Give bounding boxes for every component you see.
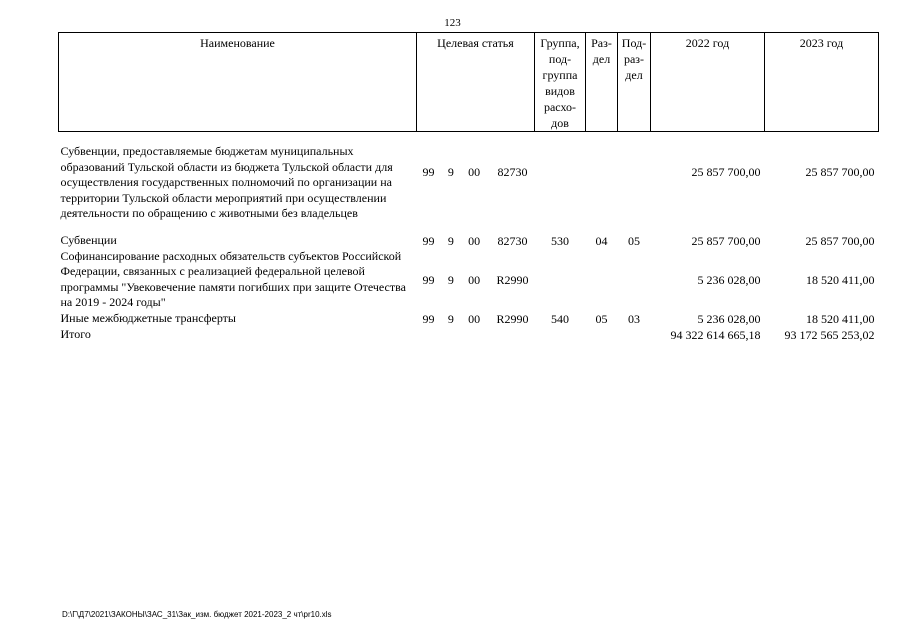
table-row-total: [59, 327, 879, 343]
footer-file-path: D:\Г\Д7\2021\ЗАКОНЫ\ЗАС_31\Зак_изм. бюджет 2021-2023_2 чт\pr10.xls: [62, 610, 332, 619]
row-name: Иные межбюджетные трансферты: [60, 311, 236, 326]
row-name: Софинансирование расходных обязательств субъектов Российской Федерации, связанных с реализацией федеральной целевой программы "Увековечение памяти погибших при защите Отечества на 2019 - 2024 годы": [60, 248, 406, 310]
header-section: Раз- дел: [586, 33, 618, 132]
row-2023: 18 520 411,00: [805, 272, 875, 287]
row-target-article: 99 9 00 R2990: [422, 311, 529, 326]
row-target-article: 99 9 00 R2990: [422, 272, 529, 287]
row-target-article: 99 9 00 82730: [422, 233, 528, 248]
page-number: 123: [444, 17, 461, 29]
row-subsection: [618, 138, 651, 222]
row-subsection: 05: [628, 233, 640, 248]
row-2023: 25 857 700,00: [805, 164, 875, 179]
row-section: 05: [595, 311, 608, 326]
header-subsection: Под- раз- дел: [618, 33, 651, 132]
table-row: [59, 222, 879, 249]
row-name: Субвенции: [60, 232, 117, 247]
row-2022: 5 236 028,00: [697, 272, 761, 287]
row-2022: 25 857 700,00: [691, 233, 761, 248]
budget-table: [58, 32, 879, 343]
header-year-2023: 2023 год: [765, 33, 879, 132]
row-name: Итого: [60, 327, 91, 342]
row-group: [535, 327, 586, 343]
header-name: Наименование: [59, 33, 417, 132]
row-group: [535, 138, 586, 222]
row-target-article: 99 9 00 82730: [422, 164, 528, 179]
table-header-row: [59, 33, 879, 132]
row-group: 530: [551, 233, 569, 248]
row-2022: 25 857 700,00: [691, 164, 761, 179]
row-section: [586, 327, 618, 343]
row-group: [535, 249, 586, 311]
header-group: Группа, под- группа видов расхо- дов: [535, 33, 586, 132]
row-group: 540: [551, 311, 569, 326]
row-target-article: [417, 327, 535, 343]
table-row: [59, 311, 879, 327]
row-section: 04: [595, 233, 608, 248]
row-subsection: 03: [628, 311, 640, 326]
header-year-2022: 2022 год: [651, 33, 765, 132]
row-2022: 5 236 028,00: [697, 311, 761, 326]
row-subsection: [618, 327, 651, 343]
row-name: Субвенции, предоставляемые бюджетам муниципальных образований Тульской области из бюджета Тульской области для осуществления государственных полномочий по организации на территории Тульской области мероприятий при осуществлении деятельности по обращению с животными без владельцев: [60, 144, 393, 221]
row-section: [586, 249, 618, 311]
row-2023: 18 520 411,00: [805, 311, 875, 326]
row-2023: 93 172 565 253,02: [784, 327, 875, 342]
row-2022: 94 322 614 665,18: [670, 327, 761, 342]
row-subsection: [618, 249, 651, 311]
table-row: [59, 249, 879, 311]
table-row: [59, 138, 879, 222]
row-2023: 25 857 700,00: [805, 233, 875, 248]
row-section: [586, 138, 618, 222]
header-target-article: Целевая статья: [417, 33, 535, 132]
